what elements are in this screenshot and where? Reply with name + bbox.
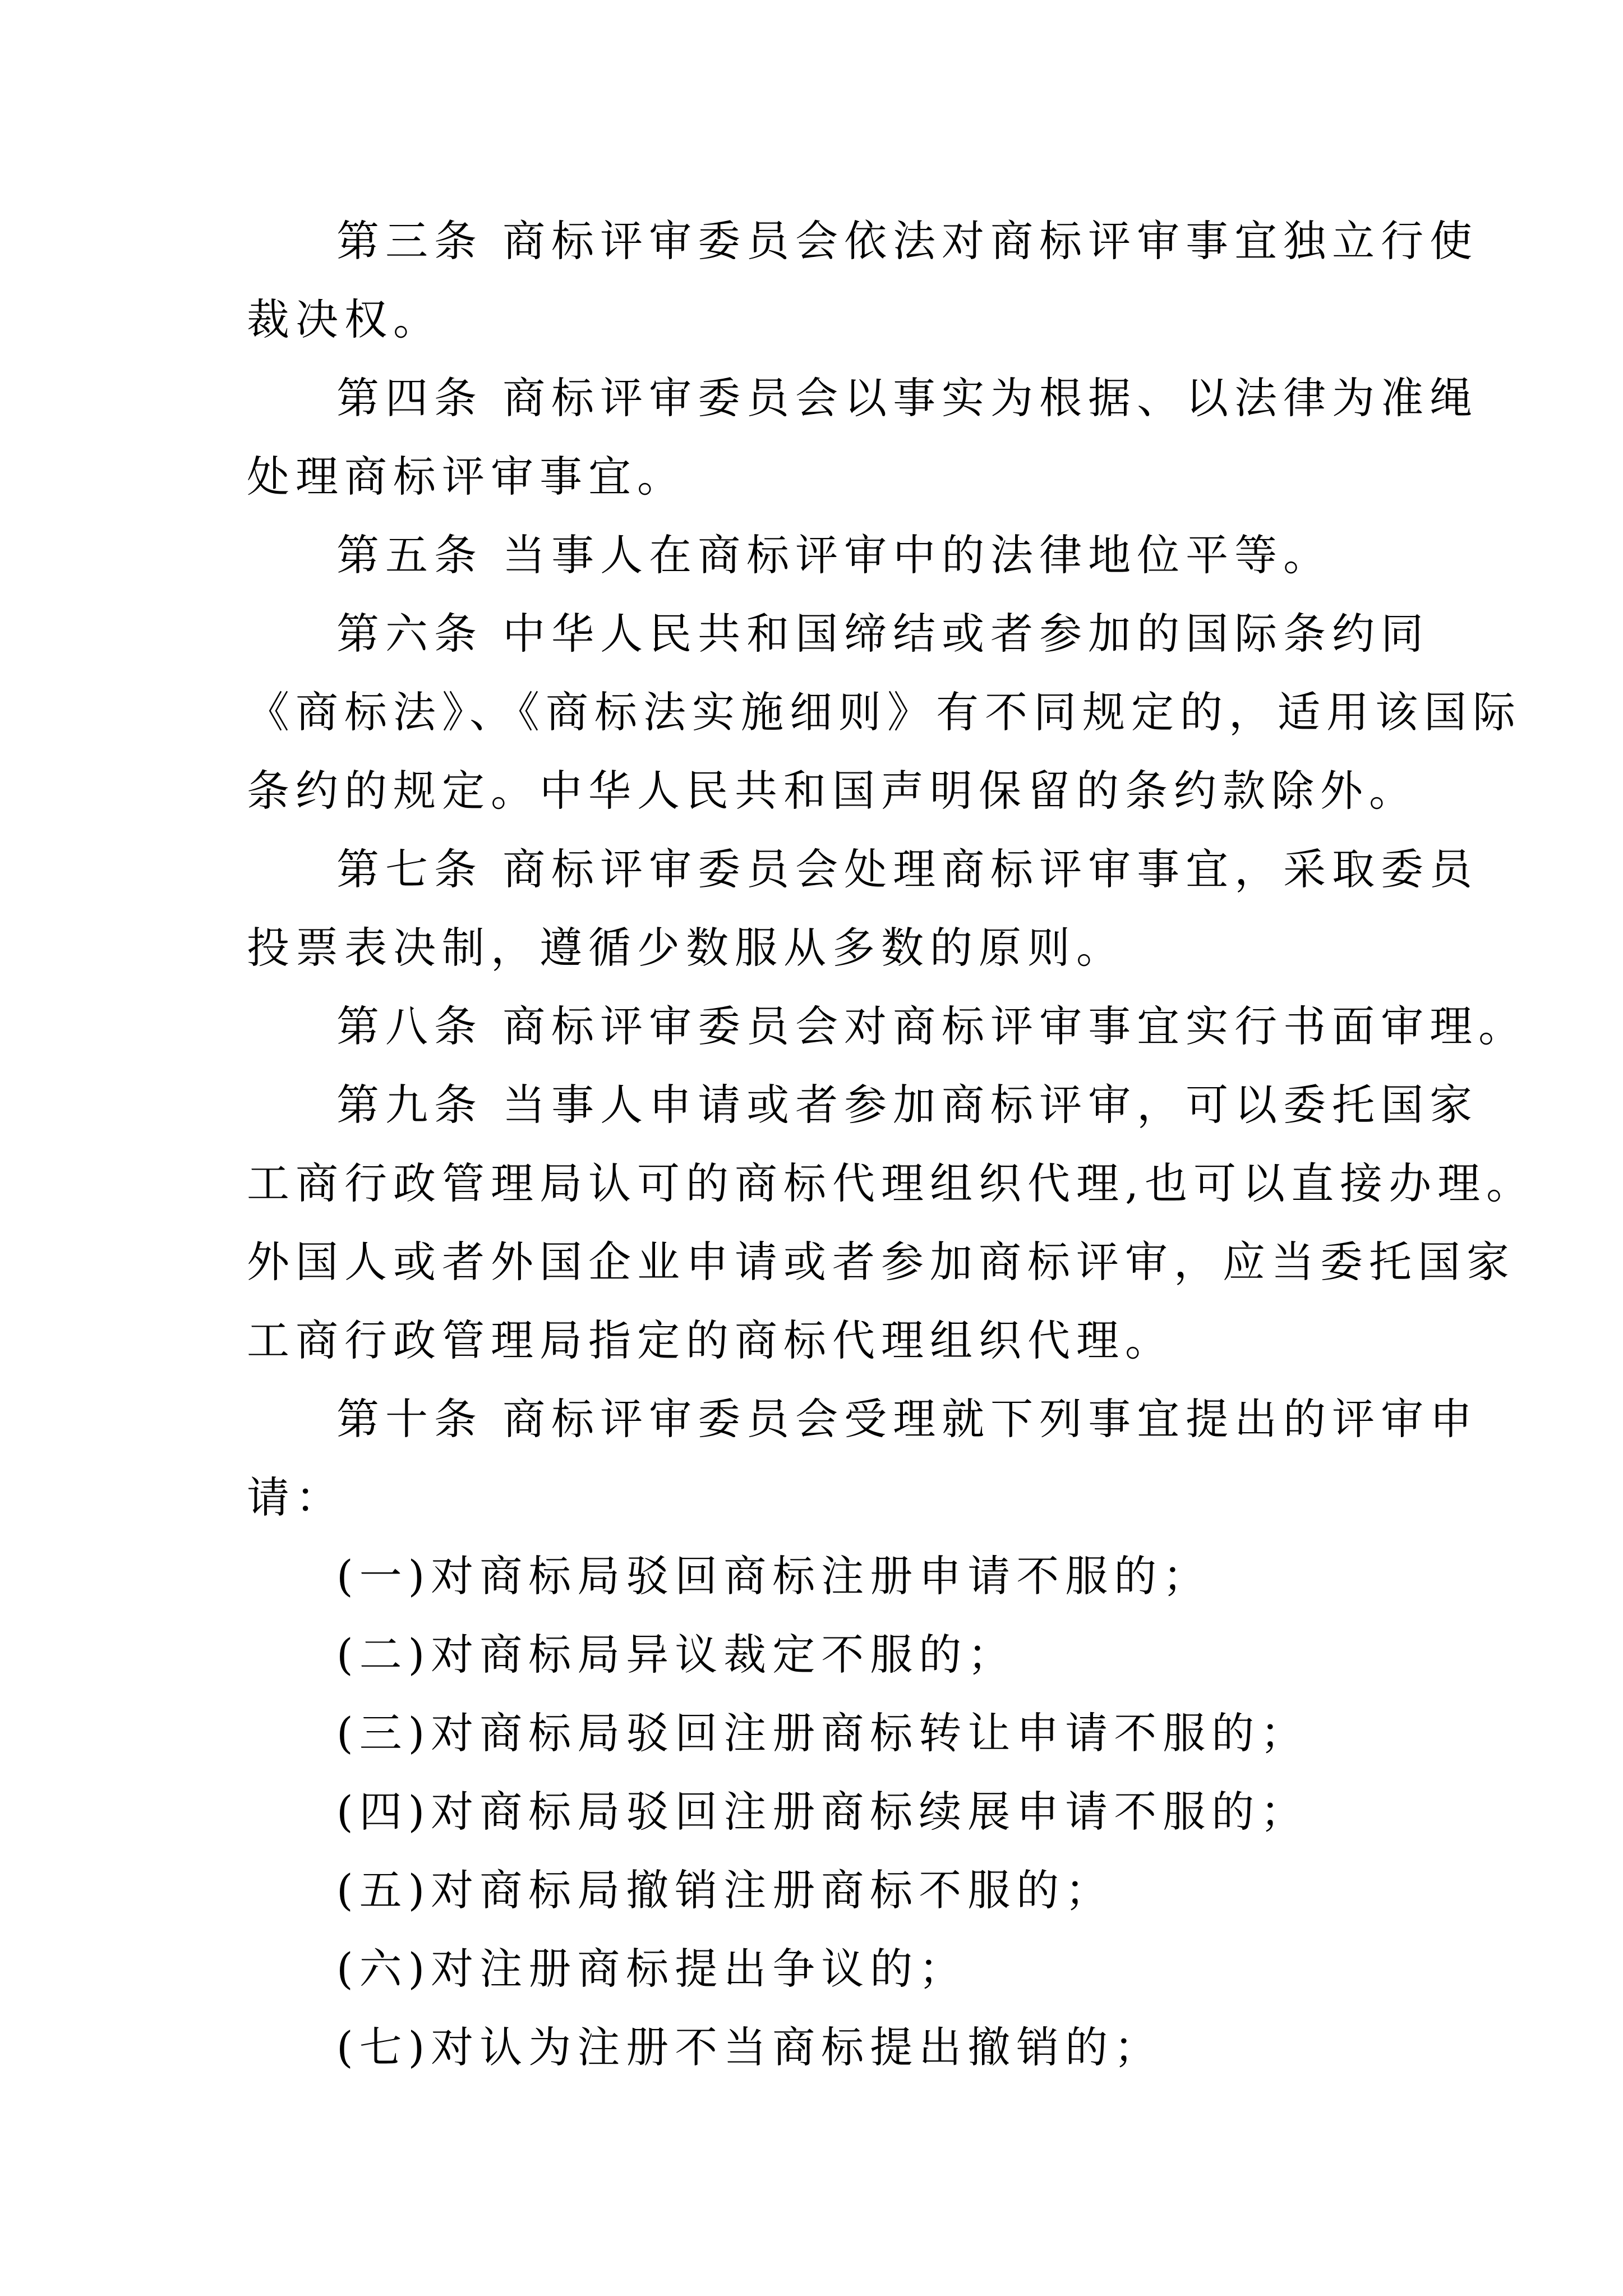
- article-9-line-1: 第九条 当事人申请或者参加商标评审，可以委托国家: [336, 1080, 1479, 1130]
- list-item-1: (一)对商标局驳回商标注册申请不服的；: [336, 1551, 1212, 1601]
- list-item-7: (七)对认为注册不当商标提出撤销的；: [336, 2022, 1163, 2072]
- list-item-6: (六)对注册商标提出争议的；: [336, 1944, 968, 1994]
- article-8-line-1: 第八条 商标评审委员会对商标评审事宜实行书面审理。: [336, 1001, 1528, 1051]
- article-5-line-1: 第五条 当事人在商标评审中的法律地位平等。: [336, 530, 1332, 580]
- article-7-line-1: 第七条 商标评审委员会处理商标评审事宜，采取委员: [336, 844, 1479, 894]
- article-6-line-1: 第六条 中华人民共和国缔结或者参加的国际条约同: [336, 609, 1430, 659]
- list-item-5: (五)对商标局撤销注册商标不服的；: [336, 1865, 1114, 1915]
- article-9-line-2: 工商行政管理局认可的商标代理组织代理,也可以直接办理。: [247, 1158, 1536, 1208]
- article-6-line-2: 《商标法》、《商标法实施细则》有不同规定的，适用该国际: [247, 687, 1521, 737]
- list-item-2: (二)对商标局异议裁定不服的；: [336, 1630, 1017, 1680]
- article-9-line-3: 外国人或者外国企业申请或者参加商标评审，应当委托国家: [247, 1237, 1515, 1287]
- article-7-line-2: 投票表决制，遵循少数服从多数的原则。: [247, 923, 1125, 973]
- article-3-line-1: 第三条 商标评审委员会依法对商标评审事宜独立行使: [336, 216, 1479, 266]
- article-6-line-3: 条约的规定。中华人民共和国声明保留的条约款除外。: [247, 766, 1418, 816]
- list-item-3: (三)对商标局驳回注册商标转让申请不服的；: [336, 1708, 1310, 1758]
- article-10-line-2: 请：: [247, 1473, 344, 1522]
- article-4-line-1: 第四条 商标评审委员会以事实为根据、以法律为准绳: [336, 373, 1479, 423]
- article-3-line-2: 裁决权。: [247, 295, 442, 344]
- article-4-line-2: 处理商标评审事宜。: [247, 452, 686, 501]
- article-9-line-4: 工商行政管理局指定的商标代理组织代理。: [247, 1315, 1174, 1365]
- article-10-line-1: 第十条 商标评审委员会受理就下列事宜提出的评审申: [336, 1394, 1479, 1444]
- list-item-4: (四)对商标局驳回注册商标续展申请不服的；: [336, 1787, 1310, 1837]
